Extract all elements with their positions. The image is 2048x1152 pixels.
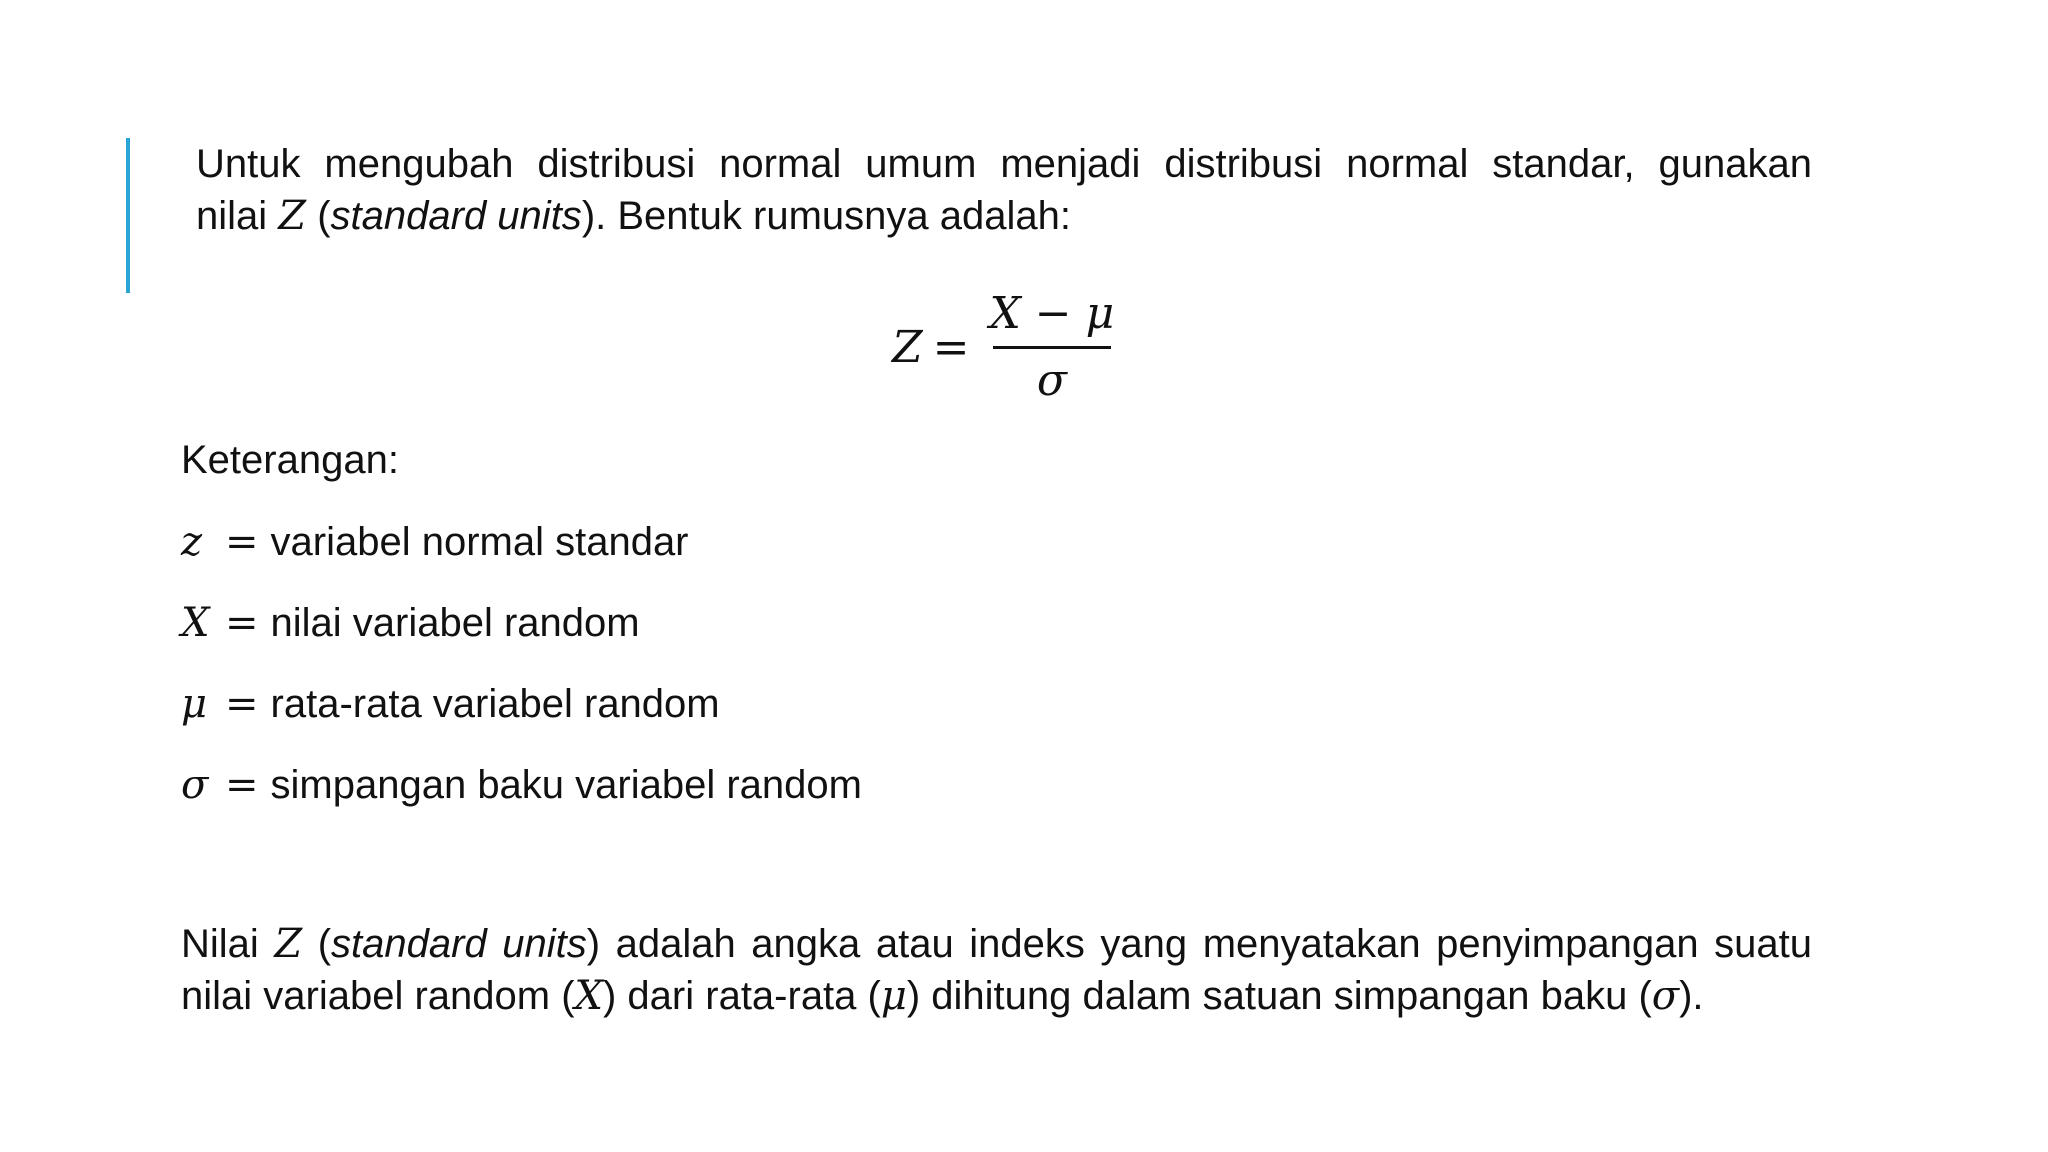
intro-line-1: Untuk mengubah distribusi normal umum menjadi distribusi normal standar, gunakan <box>196 142 1812 186</box>
closing-z-symbol: Z <box>274 921 303 967</box>
accent-bar <box>126 138 130 293</box>
formula-fraction <box>983 288 1120 407</box>
intro-tail: ). Bentuk rumusnya adalah: <box>581 194 1071 238</box>
definition-row-mu <box>181 678 720 730</box>
definition-symbol: μ <box>181 681 207 727</box>
intro-z-symbol: Z <box>278 193 307 239</box>
definition-row-x <box>181 597 640 649</box>
intro-paragraph <box>196 138 1812 242</box>
definition-text: rata-rata variabel random <box>270 682 720 726</box>
keterangan-label: Keterangan: <box>181 438 399 482</box>
definition-row-sigma <box>181 759 862 811</box>
definition-equals: = <box>225 519 259 565</box>
definition-text: variabel normal standar <box>270 520 689 564</box>
definition-equals: = <box>225 600 259 646</box>
definition-symbol: X <box>181 600 210 646</box>
definition-equals: = <box>225 681 259 727</box>
closing-nilai: Nilai <box>181 922 259 966</box>
closing-paren: ( <box>317 922 332 966</box>
closing-sigma-symbol: σ <box>1651 973 1680 1019</box>
definition-equals: = <box>225 762 259 808</box>
intro-nilai: nilai <box>196 194 268 238</box>
closing-x-symbol: X <box>574 973 603 1019</box>
definition-symbol: σ <box>181 762 209 808</box>
formula-equals: = <box>932 321 970 373</box>
definition-row-z <box>181 516 689 568</box>
z-score-formula <box>892 282 1120 412</box>
closing-paragraph <box>181 918 1812 1022</box>
definition-text: simpangan baku variabel random <box>270 763 862 807</box>
intro-paren: ( <box>317 194 331 238</box>
closing-italic-term: standard units <box>331 922 587 966</box>
closing-text-4: ). <box>1679 974 1704 1018</box>
closing-mu-symbol: μ <box>880 973 907 1019</box>
closing-text-1: ) adalah angka atau indeks yang menyatakan penyimpangan suatu nilai variabel random ( <box>181 922 1812 1018</box>
closing-text-2: ) dari rata-rata ( <box>603 974 881 1018</box>
definition-symbol: z <box>181 519 203 565</box>
closing-text-3: ) dihitung dalam satuan simpangan baku ( <box>906 974 1652 1018</box>
definition-text: nilai variabel random <box>270 601 640 645</box>
intro-italic-term: standard units <box>330 194 582 238</box>
formula-lhs: Z <box>892 321 923 373</box>
formula-denominator: σ <box>1036 354 1067 406</box>
formula-numerator: X − μ <box>989 287 1115 339</box>
